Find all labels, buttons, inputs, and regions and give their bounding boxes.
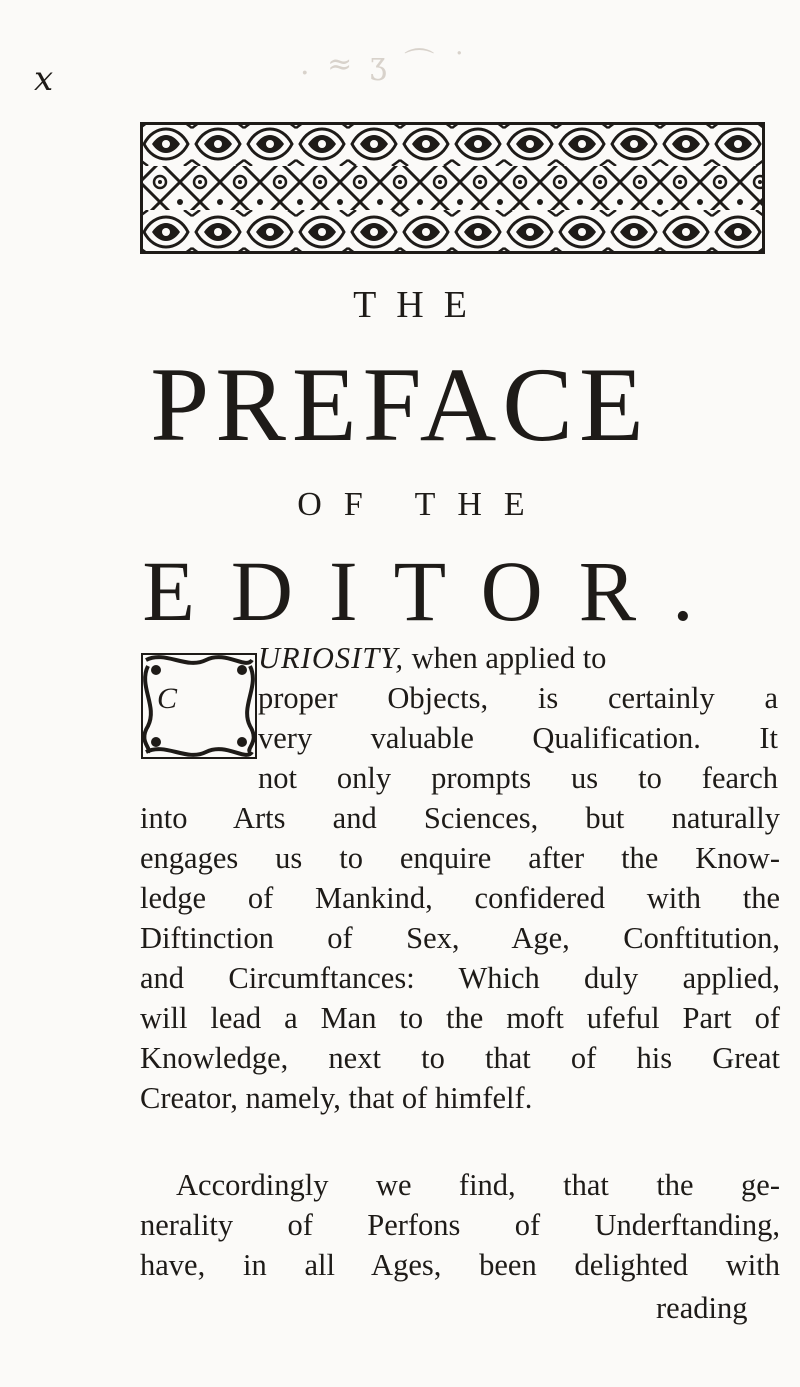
text-line: nerality of Perfons of Underftanding,: [140, 1208, 780, 1242]
text-line: will lead a Man to the moft ufeful Part of: [140, 1001, 780, 1035]
heading-preface: PREFACE: [150, 346, 650, 463]
text-line: not only prompts us to fearch: [258, 761, 778, 795]
text-line: Accordingly we find, that the ge-: [176, 1168, 780, 1202]
page-marginal-mark: x: [34, 59, 54, 99]
heading-of-the: OF THE: [297, 486, 547, 523]
text-line: engages us to enquire after the Know-: [140, 841, 780, 875]
text-line: Creator, namely, that of himfelf.: [140, 1081, 533, 1115]
text-line: Diftinction of Sex, Age, Conftitution,: [140, 921, 780, 955]
first-word: URIOSITY,: [258, 641, 404, 675]
text-line: Knowledge, next to that of his Great: [140, 1041, 780, 1075]
text-line: very valuable Qualification. It: [258, 721, 778, 755]
text-line: into Arts and Sciences, but naturally: [140, 801, 780, 835]
text-line: and Circumftances: Which duly applied,: [140, 961, 780, 995]
catchword: reading: [656, 1291, 748, 1325]
heading-editor: EDITOR.: [142, 543, 730, 639]
text-line: ledge of Mankind, confidered with the: [140, 881, 780, 915]
text-line: proper Objects, is certainly a: [258, 681, 778, 715]
drop-cap-letter: C: [157, 682, 178, 715]
text-line: URIOSITY, when applied to: [258, 641, 607, 675]
bleed-through-mark: . ≈ ʒ ⌒ ˙: [300, 47, 471, 82]
text-line: have, in all Ages, been delighted with: [140, 1248, 780, 1282]
ornamental-headpiece: [140, 122, 765, 254]
heading-the: THE: [353, 284, 487, 326]
